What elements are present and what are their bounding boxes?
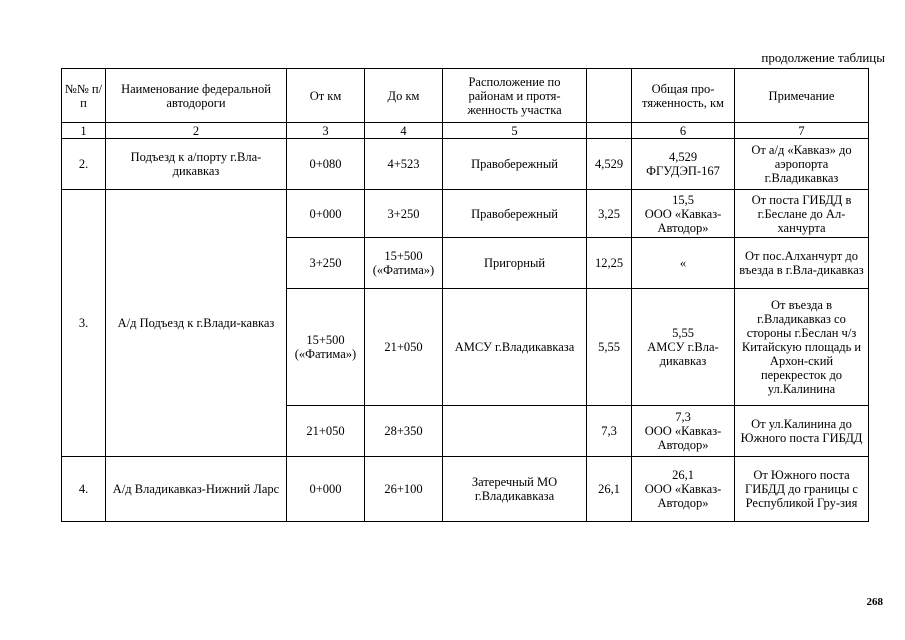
- header-row: [62, 69, 869, 123]
- to-km: 15+500 («Фатима»): [365, 238, 443, 289]
- total-length: [632, 457, 735, 522]
- index-cell: 4: [365, 123, 443, 139]
- total-length-value: «: [679, 256, 687, 270]
- road-name: А/д Владикавказ-Нижний Ларс: [106, 457, 287, 522]
- segment-length: 7,3: [587, 406, 632, 457]
- total-length: [632, 190, 735, 238]
- row-number: 4.: [62, 457, 106, 522]
- total-length-org: ФГУДЭП-167: [646, 164, 720, 178]
- table-row: [62, 457, 869, 522]
- index-cell: 3: [287, 123, 365, 139]
- total-length: [632, 406, 735, 457]
- header-total: Общая про-тяженность, км: [632, 69, 735, 123]
- total-length-value: 5,55: [672, 326, 694, 340]
- from-km: 0+080: [287, 139, 365, 190]
- from-km: 0+000: [287, 190, 365, 238]
- table-row: [62, 139, 869, 190]
- total-length: [632, 139, 735, 190]
- to-km: 26+100: [365, 457, 443, 522]
- district: АМСУ г.Владикавказа: [443, 289, 587, 406]
- segment-length: 5,55: [587, 289, 632, 406]
- total-length-org: ООО «Кавказ-Автодор»: [644, 206, 722, 235]
- segment-length: 12,25: [587, 238, 632, 289]
- row-number: 2.: [62, 139, 106, 190]
- from-km: 3+250: [287, 238, 365, 289]
- header-note: Примечание: [735, 69, 869, 123]
- total-length-value: 7,3: [675, 410, 691, 424]
- note: От поста ГИБДД в г.Беслане до Ал-ханчурта: [735, 190, 869, 238]
- segment-length: 4,529: [587, 139, 632, 190]
- segment-length: 3,25: [587, 190, 632, 238]
- note: От пос.Алханчурт до въезда в г.Вла-дикавказ: [735, 238, 869, 289]
- to-km: 4+523: [365, 139, 443, 190]
- total-length-org: АМСУ г.Вла-дикавказ: [647, 340, 719, 368]
- header-location: Расположение по районам и протя-женность участка: [443, 69, 587, 123]
- note: От въезда в г.Владикавказ со стороны г.Беслан ч/з Китайскую площадь и Архон-ский перекресток до ул.Калинина: [735, 289, 869, 406]
- district: Правобережный: [443, 139, 587, 190]
- from-km: 21+050: [287, 406, 365, 457]
- page-number: 268: [866, 596, 883, 608]
- table-row: [62, 190, 869, 238]
- federal-roads-table: [61, 68, 869, 522]
- index-cell: 7: [735, 123, 869, 139]
- index-cell: [587, 123, 632, 139]
- note: От а/д «Кавказ» до аэропорта г.Владикавказ: [735, 139, 869, 190]
- total-length-value: 26,1: [672, 468, 694, 482]
- total-length-value: 4,529: [668, 150, 698, 164]
- district: Затеречный МО г.Владикавказа: [443, 457, 587, 522]
- note: От Южного поста ГИБДД до границы с Республикой Гру-зия: [735, 457, 869, 522]
- header-from: От км: [287, 69, 365, 123]
- index-cell: 6: [632, 123, 735, 139]
- header-to: До км: [365, 69, 443, 123]
- to-km: 28+350: [365, 406, 443, 457]
- table-continuation-caption: продолжение таблицы: [761, 50, 885, 65]
- district: Правобережный: [443, 190, 587, 238]
- index-row: [62, 123, 869, 139]
- road-name: Подъезд к а/порту г.Вла-дикавказ: [106, 139, 287, 190]
- header-num: №№ п/п: [62, 69, 106, 123]
- road-name: А/д Подъезд к г.Влади-кавказ: [106, 190, 287, 457]
- district: [443, 406, 587, 457]
- from-km: 0+000: [287, 457, 365, 522]
- district: Пригорный: [443, 238, 587, 289]
- index-cell: 1: [62, 123, 106, 139]
- total-length: [632, 238, 735, 289]
- total-length-org: ООО «Кавказ-Автодор»: [644, 424, 722, 452]
- total-length: [632, 289, 735, 406]
- total-length-value: 15,5: [672, 192, 694, 207]
- to-km: 21+050: [365, 289, 443, 406]
- segment-length: 26,1: [587, 457, 632, 522]
- to-km: 3+250: [365, 190, 443, 238]
- header-blank: [587, 69, 632, 123]
- row-number: 3.: [62, 190, 106, 457]
- header-name: Наименование федеральной автодороги: [106, 69, 287, 123]
- note: От ул.Калинина до Южного поста ГИБДД: [735, 406, 869, 457]
- total-length-org: ООО «Кавказ-Автодор»: [644, 482, 722, 510]
- index-cell: 2: [106, 123, 287, 139]
- index-cell: 5: [443, 123, 587, 139]
- from-km: 15+500 («Фатима»): [287, 289, 365, 406]
